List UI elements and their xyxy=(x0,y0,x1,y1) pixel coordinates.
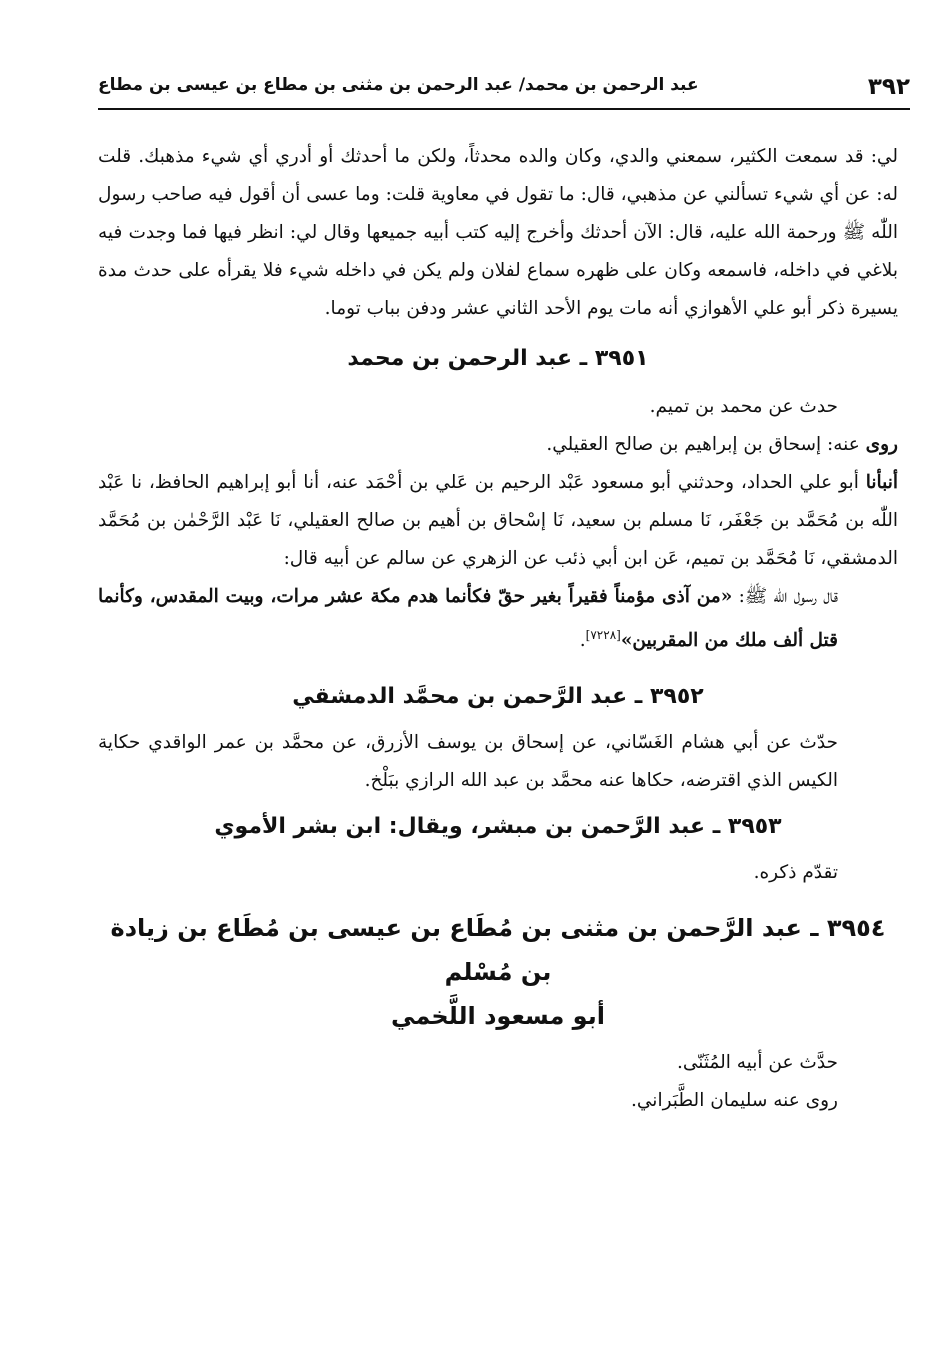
isnad-label: أنبأنا xyxy=(865,472,898,493)
entry-3952-text: حدّث عن أبي هشام الغَسّاني، عن إسحاق بن يوسف الأزرق، عن محمَّد بن عمر الواقدي حكاية الكيس الذي اقترضه، حكاها عنه محمَّد بن عبد الله الرازي ببَلْخ. xyxy=(98,732,838,792)
entry-heading-3954-line-2: أبو مسعود اللَّخمي xyxy=(391,1002,605,1031)
entry-heading-3954-line-1: ٣٩٥٤ ـ عبد الرَّحمن بن مثنى بن مُطَاع بن عيسى بن مُطَاع بن زيادة بن مُسْلم xyxy=(110,914,886,987)
header-rule xyxy=(98,108,910,110)
rawa-label: روى xyxy=(865,434,898,455)
entry-3951-rawa xyxy=(98,426,898,464)
rawa-text: عنه: إسحاق بن إبراهيم بن صالح العقيلي. xyxy=(546,434,866,455)
entry-3954-rawa: روى عنه سليمان الطَّبَراني. xyxy=(631,1090,838,1112)
entry-heading-3951: ٣٩٥١ ـ عبد الرحمن بن محمد xyxy=(347,346,649,371)
intro-paragraph: لي: قد سمعت الكثير، سمعني والدي، وكان والده محدثاً، ولكن ما أحدثك أو أدري أي شيء مذهبك. قلت له: عن أي شيء تسألني عن مذهبي، قال: ما تقول في معاوية قلت: وما عسى أن أقول فيه صاحب رسول اللّٰه ﷺ ورحمة الله عليه، قال: الآن أحدثك وأخرج إليه كتب أبيه جميعها وقال لي: انظر فيها فما وجدت فيه بلاغي في داخله، فاسمعه وكان على ظهره سماع لفلان ولم يكن في داخله شيء فلا يقرأه على حدث مدة يسيرة ذكر أبو علي الأهوازي أنه مات يوم الأحد الثاني عشر ودفن بباب توما. xyxy=(98,146,898,319)
hadith-end: . xyxy=(579,630,586,652)
isnad-text: أبو علي الحداد، وحدثني أبو مسعود عَبْد الرحيم بن عَلي بن أحْمَد عنه، أنا أبو إبراهيم الحافظ، نا عَبْد اللّٰه بن مُحَمَّد بن جَعْفَر، نَا مسلم بن سعيد، نَا إسْحاق بن أهيم بن صالح العقيلي، نَا عَبْد الرَّحْمٰن بن مُحَمَّد الدمشقي، نَا مُحَمَّد بن تميم، عَن ابن أبي ذئب عن الزهري عن سالم عن أبيه قال: xyxy=(98,472,898,569)
entry-heading-3953: ٣٩٥٣ ـ عبد الرَّحمن بن مبشر، ويقال: ابن بشر الأموي xyxy=(214,814,782,840)
entry-3953-text: تقدّم ذكره. xyxy=(753,862,838,884)
page-header xyxy=(98,74,910,104)
entry-3951-hadath: حدث عن محمد بن تميم. xyxy=(649,396,838,417)
entry-3951-hadith xyxy=(98,578,898,660)
entry-3954-hadath: حدَّث عن أبيه المُثَنّى. xyxy=(676,1052,838,1074)
running-head: عبد الرحمن بن محمد/ عبد الرحمن بن مثنى بن مطاع بن عيسى بن مطاع xyxy=(98,75,699,95)
entry-heading-3954 xyxy=(98,906,898,1038)
page-number: ٣٩٢ xyxy=(867,74,910,100)
entry-heading-3952: ٣٩٥٢ ـ عبد الرَّحمن بن محمَّد الدمشقي xyxy=(292,684,704,710)
entry-3951-isnad xyxy=(98,464,898,578)
page-body xyxy=(98,138,898,1120)
hadith-lead: قال رسول اللّٰه ﷺ: xyxy=(732,586,839,607)
hadith-reference: [٧٢٢٨] xyxy=(585,628,621,642)
hadith-text: «من آذى مؤمناً فقيراً بغير حقّ فكأنما هدم مكة عشر مرات، وبيت المقدس، وكأنما قتل ألف ملك من المقربين» xyxy=(98,586,838,652)
